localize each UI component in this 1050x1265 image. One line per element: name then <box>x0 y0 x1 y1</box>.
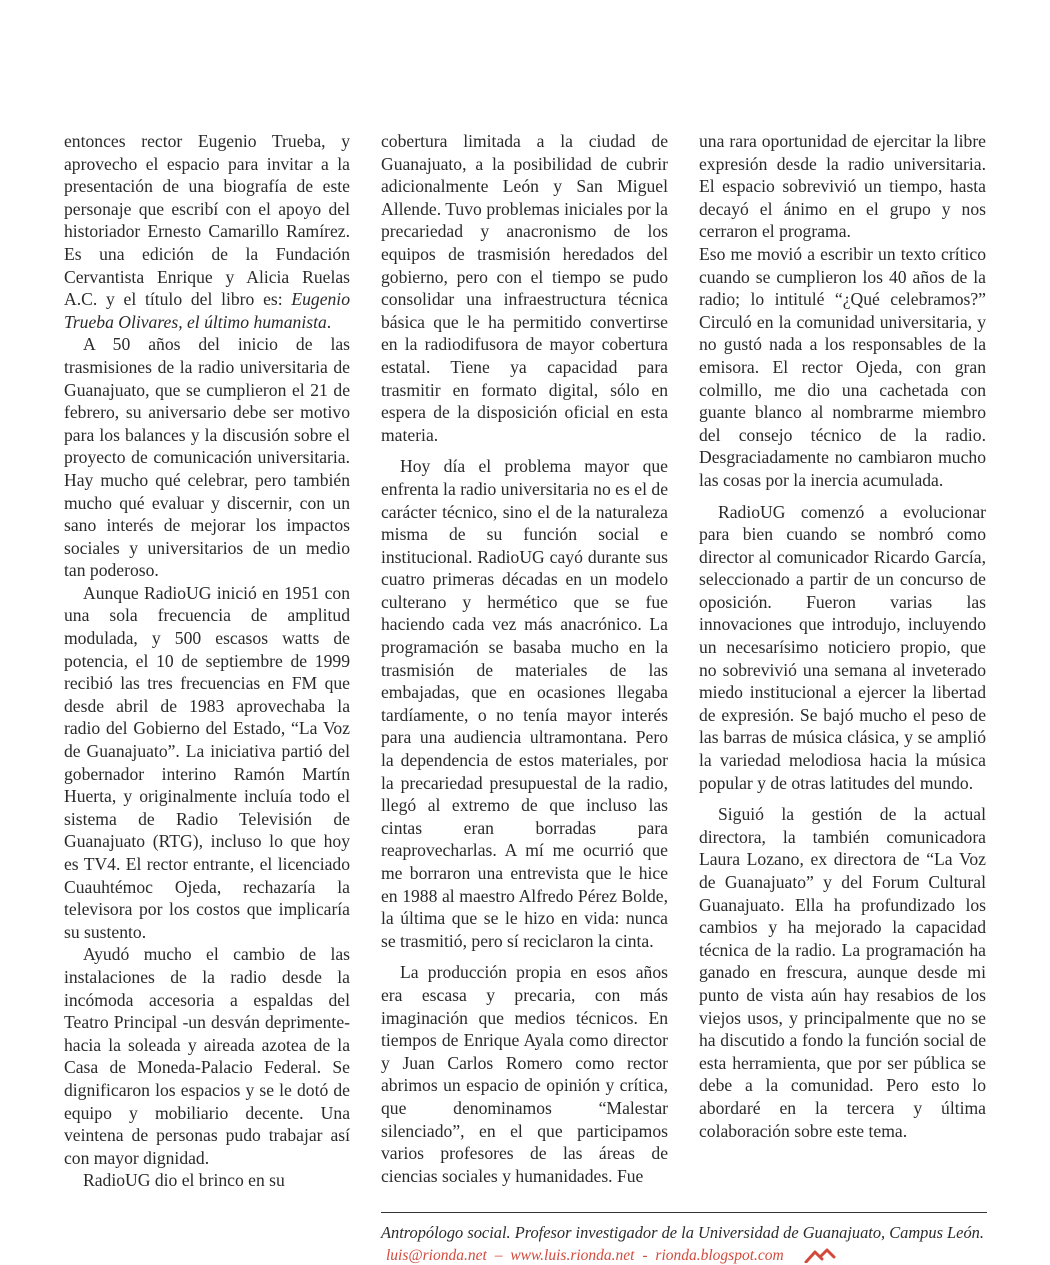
contact-separator-1: – <box>494 1247 503 1264</box>
column3-paragraph-2: Eso me movió a escribir un texto crítico cuando se cumplieron los 40 años de la radio; lo intitulé “¿Qué celebramos?” Circuló en la comunidad universitaria, y no gustó nada a los responsables de la emisora. El rector Ojeda, con gran colmillo, me dio una cachetada con guante blanco al nombrarme miembro del consejo técnico de la radio. Desgraciadamente no cambiaron mucho las cosas por la inercia acumulada. <box>699 243 986 490</box>
end-mark-icon <box>803 1247 837 1263</box>
column1-p1-text: entonces rector Eugenio Trueba, y aprovecho el espacio para invitar a la presentación de una biografía de este personaje que escribí con el apoyo del historiador Ernesto Camarillo Ramírez. Es una edición de la Fundación Cervantista Enrique y Alicia Ruelas A.C. y el título del libro es: <box>64 131 350 310</box>
author-credit: Antropólogo social. Profesor investigador de la Universidad de Guanajuato, Campus León. <box>381 1223 984 1242</box>
column1-paragraph-5: RadioUG dio el brinco en su <box>83 1170 285 1191</box>
column2-paragraph-2: Hoy día el problema mayor que enfrenta la radio universitaria no es el de carácter técnico, sino el de la naturaleza misma de su función social e institucional. RadioUG cayó durante sus cuatro primeras décadas en un modelo culterano y hermético que se fue haciendo cada vez más anacrónico. La programación se basaba mucho en la trasmisión de materiales de las embajadas, que en ocasiones llegaba tardíamente, o no tenía mayor interés para una audiencia ultramontana. Pero la dependencia de estos materiales, por la precariedad presupuestal de la radio, llegó al extremo de que incluso las cintas eran borradas para reaprovecharlas. A mí me ocurrió que me borraron una entrevista que le hice en 1988 al maestro Alfredo Pérez Bolde, la última que se le hizo en vida: nunca se trasmitió, pero sí reciclaron la cinta. <box>381 456 668 951</box>
book-title: Eugenio Trueba Olivares, el último humanista <box>64 289 350 332</box>
author-email[interactable]: luis@rionda.net <box>386 1247 487 1264</box>
column2-paragraph-1: cobertura limitada a la ciudad de Guanajuato, a la posibilidad de cubrir adicionalmente León y San Miguel Allende. Tuvo problemas iniciales por la precariedad y anacronismo de los equipos de trasmisión heredados del gobierno, pero con el tiempo se pudo consolidar una infraestructura técnica básica que le ha permitido convertirse en la radiodifusora de mayor cobertura estatal. Tiene ya capacidad para trasmitir en formato digital, sólo en espera de la disposición oficial en esta materia. <box>381 131 668 445</box>
column2-paragraph-3: La producción propia en esos años era escasa y precaria, con más imaginación que medios técnicos. En tiempos de Enrique Ayala como director y Juan Carlos Romero como rector abrimos un espacio de opinión y crítica, que denominamos “Malestar silenciado”, en el que participamos varios profesores de las áreas de ciencias sociales y humanidades. Fue <box>381 962 668 1186</box>
footer-divider <box>381 1212 987 1213</box>
author-contact <box>386 1247 784 1265</box>
column3-paragraph-3: RadioUG comenzó a evolucionar para bien cuando se nombró como director al comunicador Ricardo García, seleccionado a partir de un concurso de oposición. Fueron varias las innovaciones que introdujo, incluyendo un necesarísimo noticiero propio, que no sobrevivió una semana al inveterado miedo institucional a ejercer la libertad de expresión. Se bajó mucho el peso de las barras de música clásica, y se amplió la variedad melodiosa hacia la música popular y de otras latitudes del mundo. <box>699 501 986 793</box>
article-column-3 <box>699 130 986 1142</box>
article-column-2 <box>381 130 668 1187</box>
author-blog[interactable]: rionda.blogspot.com <box>655 1247 784 1264</box>
column3-paragraph-1: una rara oportunidad de ejercitar la libre expresión desde la radio universitaria. El espacio sobrevivió un tiempo, hasta decayó el ánimo en el grupo y nos cerraron el programa. <box>699 131 986 242</box>
column1-paragraph-2: A 50 años del inicio de las trasmisiones de la radio universitaria de Guanajuato, que se cumplieron el 21 de febrero, su aniversario debe ser motivo para los balances y la discusión sobre el proyecto de comunicación universitaria. Hay mucho qué celebrar, pero también mucho qué evaluar y discernir, con un sano interés de mejorar los impactos sociales y universitarios de un medio tan poderoso. <box>64 334 350 581</box>
author-website[interactable]: www.luis.rionda.net <box>510 1247 635 1264</box>
column1-p1-end: . <box>326 311 332 332</box>
contact-separator-2: - <box>642 1247 648 1264</box>
column1-paragraph-4: Ayudó mucho el cambio de las instalaciones de la radio desde la incómoda accesoria a espaldas del Teatro Principal -un desván deprimente- hacia la soleada y aireada azotea de la Casa de Moneda-Palacio Federal. Se dignificaron los espacios y se le dotó de equipo y mobiliario decente. Una veintena de personas pudo trabajar así con mayor dignidad. <box>64 944 350 1168</box>
column3-paragraph-4: Siguió la gestión de la actual directora, la también comunicadora Laura Lozano, ex directora de “La Voz de Guanajuato” y del Forum Cultural Guanajuato. Ella ha profundizado los cambios y ha mejorado la capacidad técnica de la radio. La programación ha ganado en frescura, aunque desde mi punto de vista aún hay resabios de los viejos usos, y principalmente que no se ha discutido a fondo la función social de esta herramienta, que por ser pública se debe a la comunidad. Pero esto lo abordaré en la tercera y última colaboración sobre este tema. <box>699 804 986 1141</box>
article-column-1 <box>64 130 350 1192</box>
column1-paragraph-3: Aunque RadioUG inició en 1951 con una sola frecuencia de amplitud modulada, y 500 escasos watts de potencia, el 10 de septiembre de 1999 recibió las tres frecuencias en FM que desde abril de 1983 aprovechaba la radio del Gobierno del Estado, “La Voz de Guanajuato”. La iniciativa partió del gobernador interino Ramón Martín Huerta, y originalmente incluía todo el sistema de Radio Televisión de Guanajuato (RTG), incluso lo que hoy es TV4. El rector entrante, el licenciado Cuauhtémoc Ojeda, rechazaría la televisora por los costos que implicaría su sustento. <box>64 582 350 942</box>
column1-paragraph-1 <box>64 130 350 333</box>
